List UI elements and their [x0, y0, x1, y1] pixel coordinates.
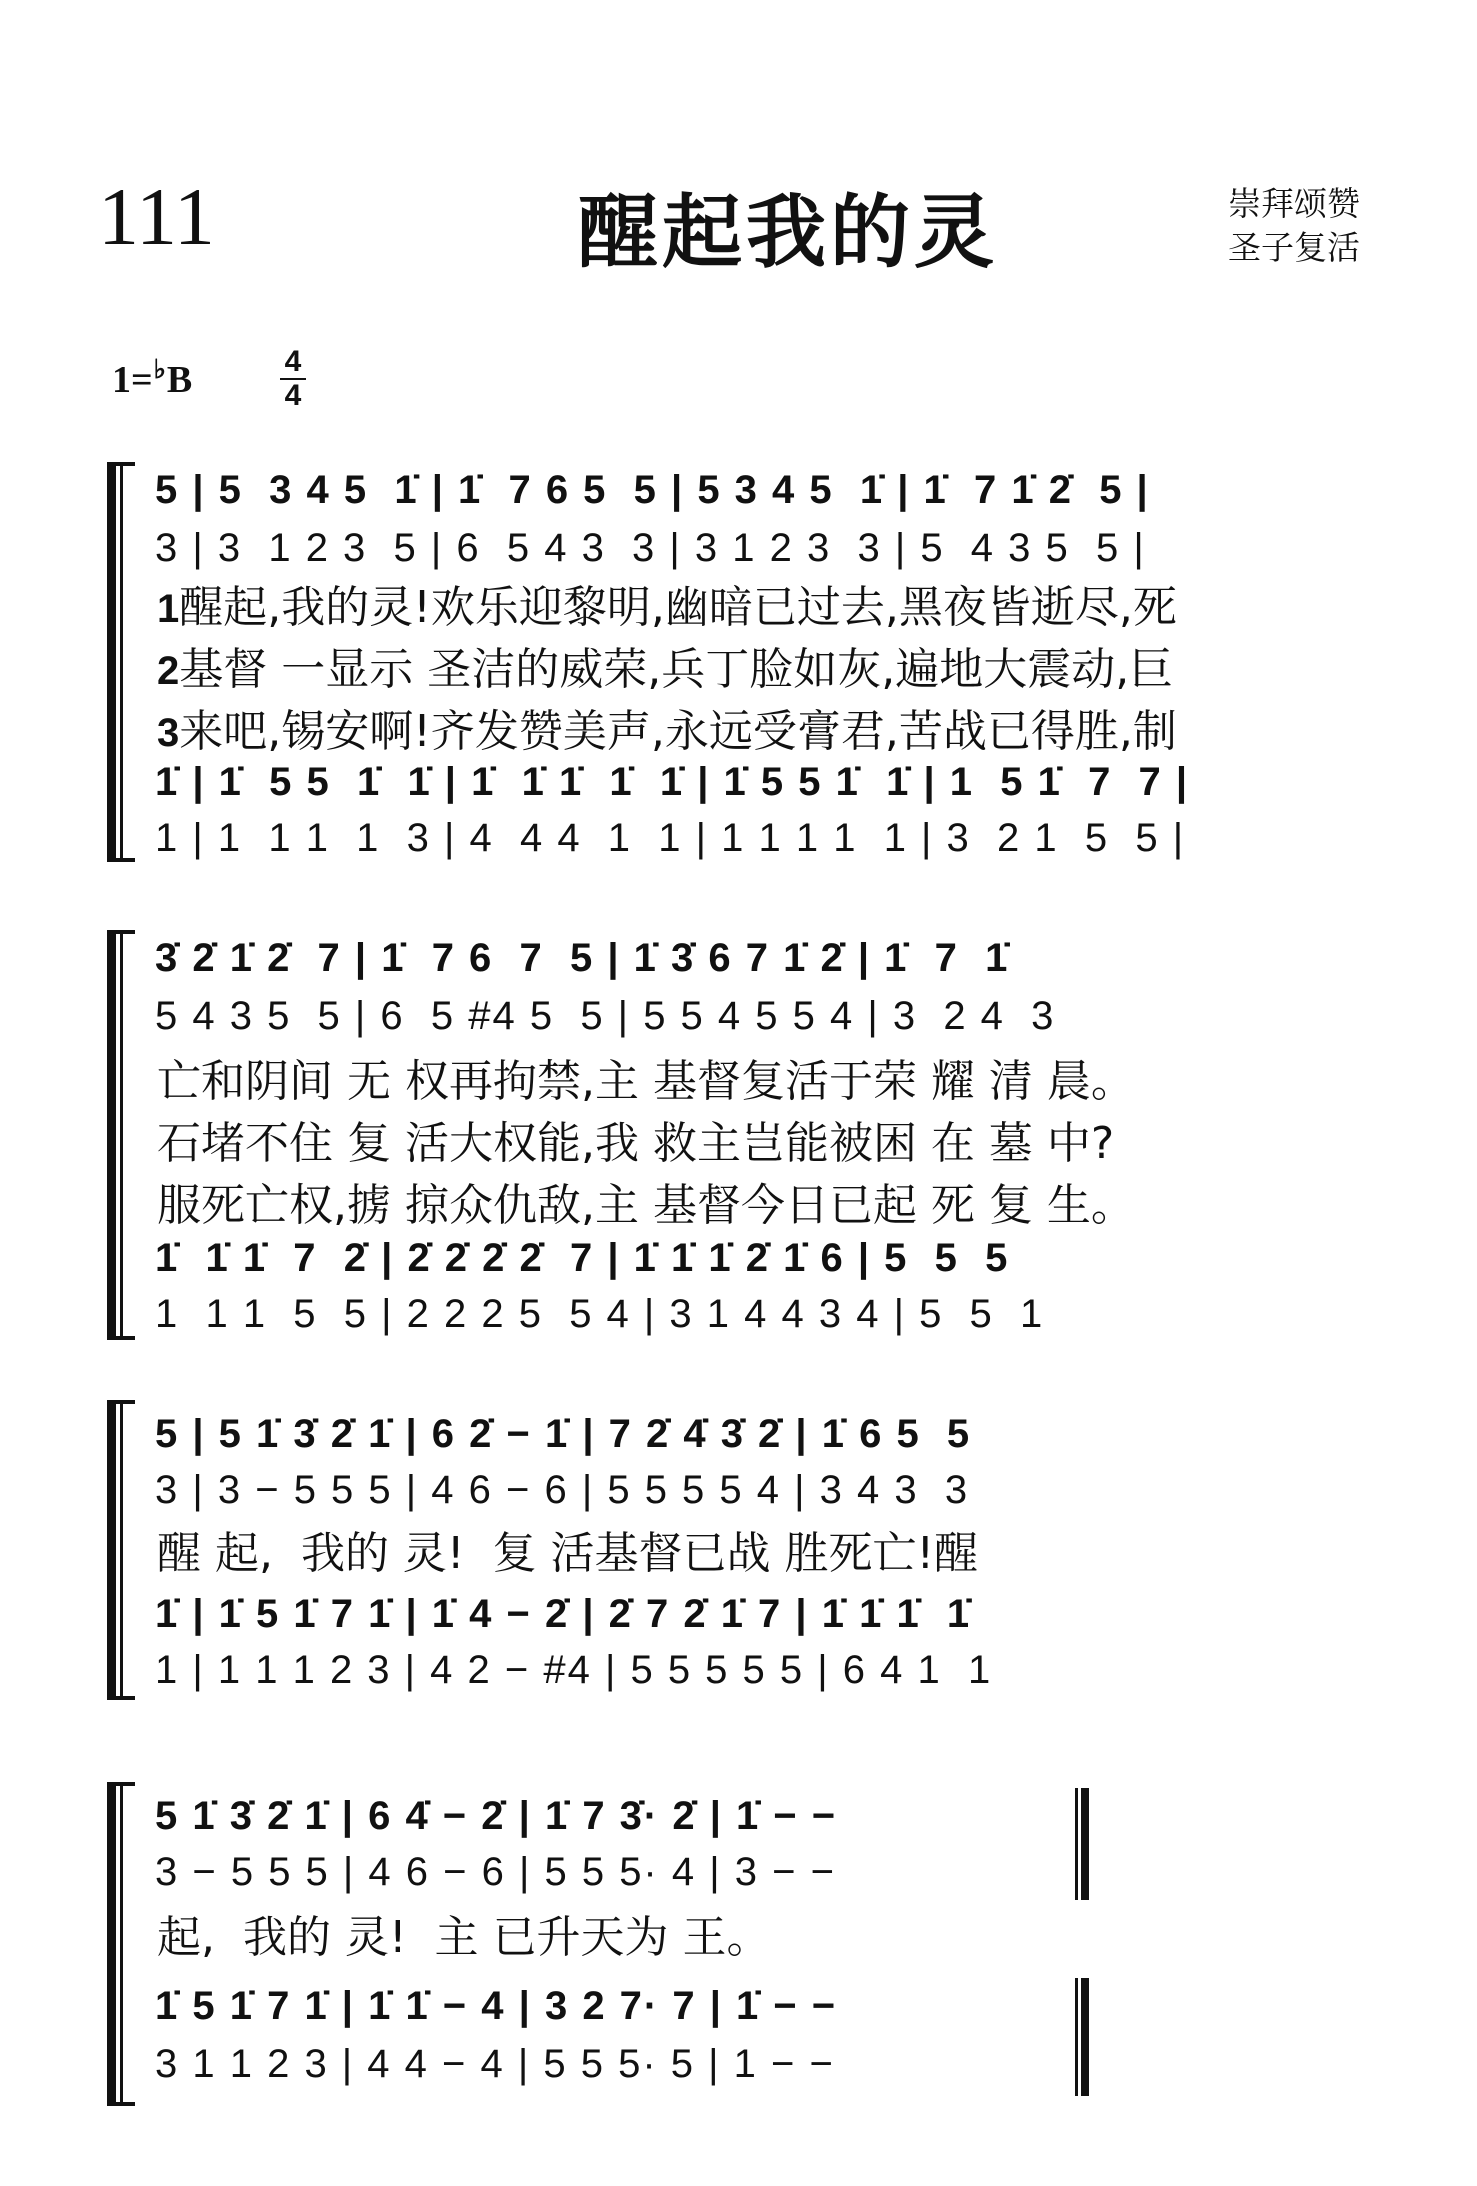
- verse-number: 2: [157, 649, 180, 693]
- lyric-verse-3: 3来吧,锡安啊!齐发赞美声,永远受膏君,苦战已得胜,制: [157, 706, 1177, 757]
- system-brace: [105, 1400, 135, 1700]
- time-signature: [278, 346, 308, 412]
- soprano-line: 5 | 5 3 4 5 1̇ | 1̇ 7 6 5 5 | 5 3 4 5 1̇ | 1̇ 7 1̇ 2̇ 5 |: [155, 468, 1150, 512]
- soprano-line: 5 | 5 1̇ 3̇ 2̇ 1̇ | 6 2̇ − 1̇ | 7 2̇ 4̇ 3̇ 2̇ | 1̇ 6 5 5: [155, 1412, 972, 1456]
- final-barline-top: [1075, 1788, 1089, 1900]
- system-brace: [105, 1782, 135, 2106]
- lyric-verse-3: 服死亡权,掳 掠众仇敌,主 基督今日已起 死 复 生。: [157, 1180, 1135, 1231]
- hymn-title: 醒起我的灵: [578, 185, 998, 279]
- time-signature-bottom: 4: [284, 379, 302, 412]
- tenor-line: 1̇ | 1̇ 5 5 1̇ 1̇ | 1̇ 1̇ 1̇ 1̇ 1̇ | 1̇ 5 5 1̇ 1̇ | 1 5 1̇ 7 7 |: [155, 760, 1190, 804]
- tenor-line: 1̇ | 1̇ 5 1̇ 7 1̇ | 1̇ 4 − 2̇ | 2̇ 7 2̇ 1̇ 7 | 1̇ 1̇ 1̇ 1̇: [155, 1592, 972, 1636]
- score-system-4: [105, 1782, 1395, 2106]
- final-barline-bottom: [1075, 1978, 1089, 2096]
- key-note: B: [166, 359, 193, 401]
- tenor-line: 1̇ 5 1̇ 7 1̇ | 1̇ 1̇ − 4 | 3 2 7· 7 | 1̇ − −: [155, 1984, 838, 2028]
- alto-line: 3 | 3 1 2 3 5 | 6 5 4 3 3 | 3 1 2 3 3 | 5 4 3 5 5 |: [155, 526, 1146, 570]
- soprano-line: 3̇ 2̇ 1̇ 2̇ 7 | 1̇ 7 6 7 5 | 1̇ 3̇ 6 7 1̇ 2̇ | 1̇ 7 1̇: [155, 936, 1010, 980]
- bass-line: 1 1 1 5 5 | 2 2 2 5 5 4 | 3 1 4 4 3 4 | 5 5 1: [155, 1292, 1045, 1336]
- lyric-verse-2: 2基督 一显示 圣洁的威荣,兵丁脸如灰,遍地大震动,巨: [157, 644, 1174, 695]
- bass-line: 1 | 1 1 1 2 3 | 4 2 − #4 | 5 5 5 5 5 | 6 4 1 1: [155, 1648, 993, 1692]
- category-worship: 崇拜颂赞: [1228, 184, 1360, 223]
- alto-line: 3 − 5 5 5 | 4 6 − 6 | 5 5 5· 4 | 3 − −: [155, 1850, 836, 1894]
- key-signature: [112, 355, 192, 402]
- lyric-verse-2: 石堵不住 复 活大权能,我 救主岂能被困 在 墓 中?: [157, 1118, 1115, 1169]
- alto-line: 3 | 3 − 5 5 5 | 4 6 − 6 | 5 5 5 5 4 | 3 4 3 3: [155, 1468, 970, 1512]
- lyric-verse-1: 亡和阴间 无 权再拘禁,主 基督复活于荣 耀 清 晨。: [157, 1056, 1135, 1107]
- system-brace: [105, 930, 135, 1340]
- alto-line: 5 4 3 5 5 | 6 5 #4 5 5 | 5 5 4 5 5 4 | 3 2 4 3: [155, 994, 1056, 1038]
- bass-line: 3 1 1 2 3 | 4 4 − 4 | 5 5 5· 5 | 1 − −: [155, 2042, 835, 2086]
- tenor-line: 1̇ 1̇ 1̇ 7 2̇ | 2̇ 2̇ 2̇ 2̇ 7 | 1̇ 1̇ 1̇ 2̇ 1̇ 6 | 5 5 5: [155, 1236, 1010, 1280]
- bass-line: 1 | 1 1 1 1 3 | 4 4 4 1 1 | 1 1 1 1 1 | 3 2 1 5 5 |: [155, 816, 1186, 860]
- system-brace: [105, 462, 135, 862]
- key-prefix: 1=: [112, 359, 153, 401]
- hymn-categories: [1228, 182, 1360, 270]
- hymn-number: 111: [98, 171, 215, 262]
- lyric-line: 起, 我的 灵! 主 已升天为 王。: [157, 1912, 771, 1963]
- flat-sign: ♭: [153, 355, 166, 384]
- score-system-3: [105, 1400, 1395, 1700]
- time-signature-top: 4: [284, 345, 302, 378]
- score-system-2: [105, 930, 1395, 1340]
- verse-number: 3: [157, 711, 180, 755]
- lyric-line: 醒 起, 我的 灵! 复 活基督已战 胜死亡!醒: [157, 1528, 979, 1579]
- category-resurrection: 圣子复活: [1228, 228, 1360, 267]
- score-system-1: [105, 462, 1395, 862]
- soprano-line: 5 1̇ 3̇ 2̇ 1̇ | 6 4̇ − 2̇ | 1̇ 7 3̇· 2̇ | 1̇ − −: [155, 1794, 838, 1838]
- verse-number: 1: [157, 587, 180, 631]
- lyric-verse-1: 1醒起,我的灵!欢乐迎黎明,幽暗已过去,黑夜皆逝尽,死: [157, 582, 1177, 633]
